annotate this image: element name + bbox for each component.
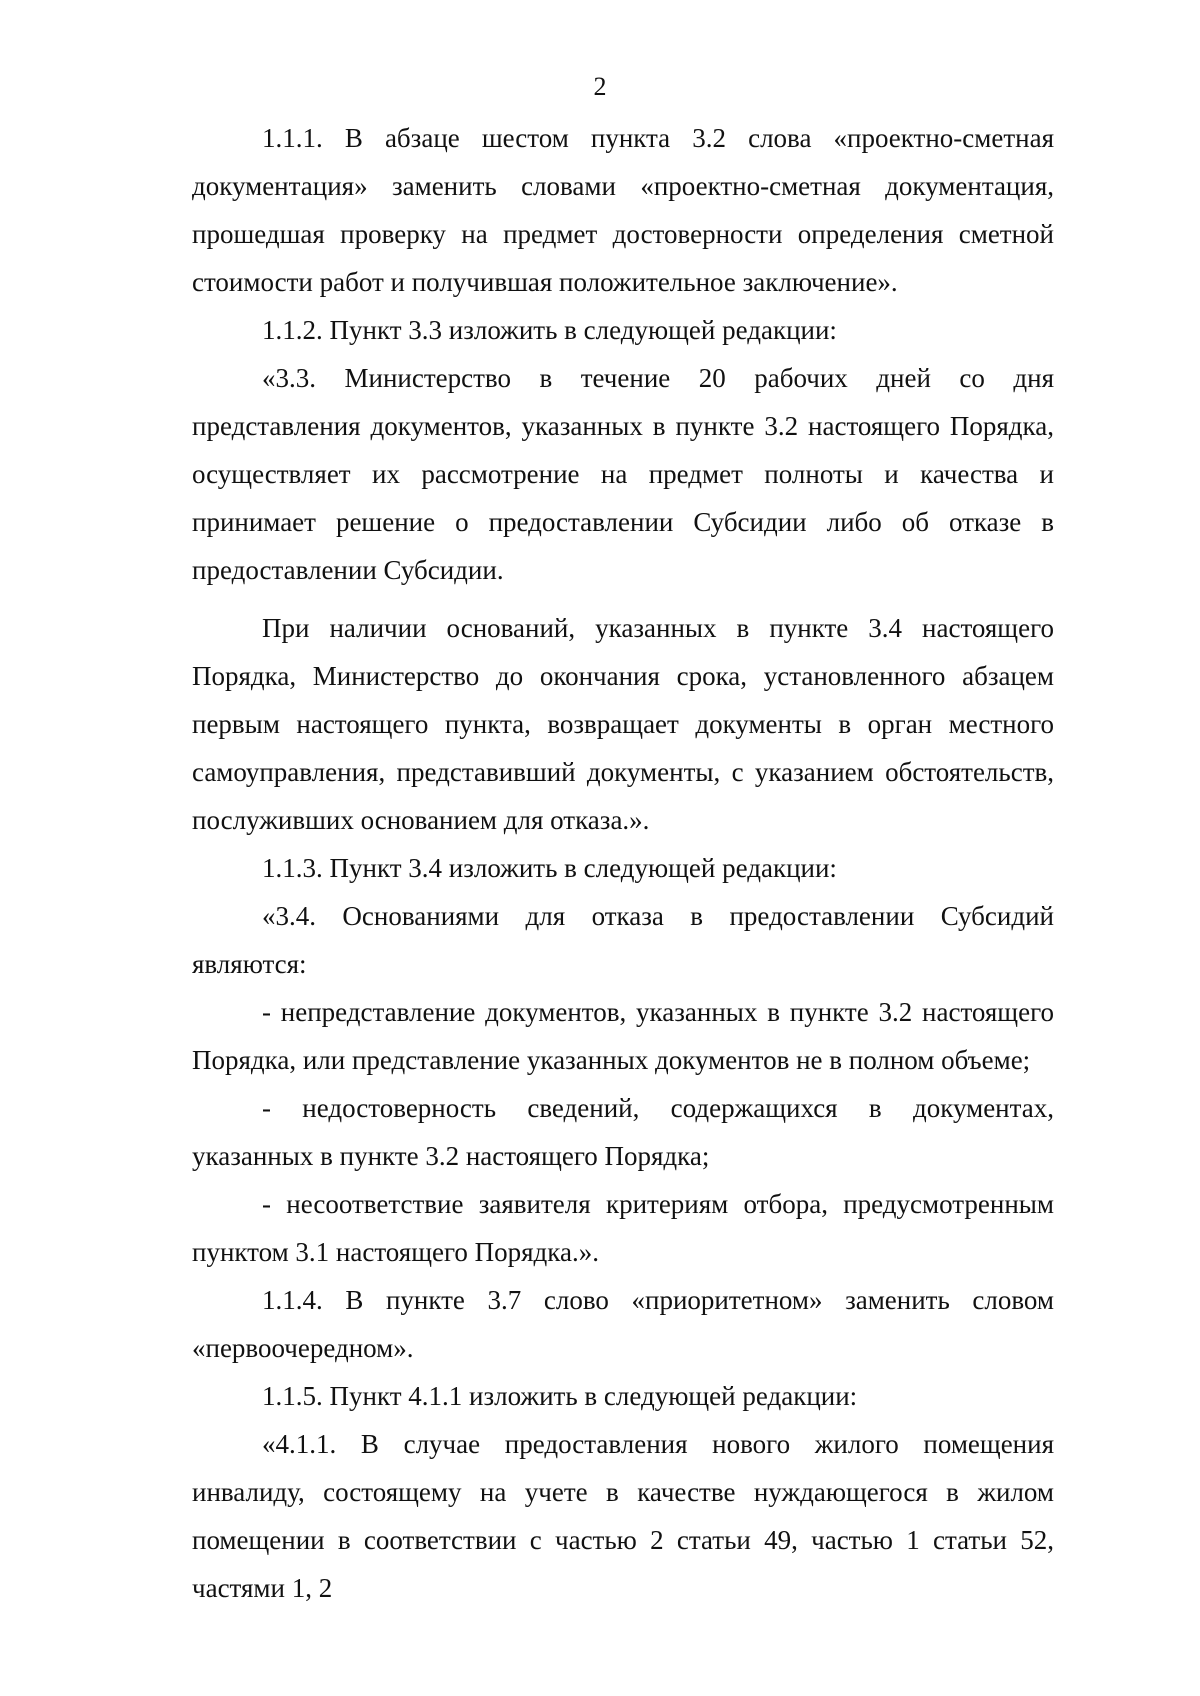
paragraph-3-4: «3.4. Основаниями для отказа в предоставлении Субсидий являются: [192, 901, 1054, 979]
paragraph-1-1-5: 1.1.5. Пункт 4.1.1 изложить в следующей редакции: [262, 1381, 858, 1411]
list-item-nonsubmission: - непредставление документов, указанных в пункте 3.2 настоящего Порядка, или представление указанных документов не в полном объеме; [192, 997, 1054, 1075]
document-body [192, 114, 1054, 1612]
paragraph-1-1-4: 1.1.4. В пункте 3.7 слово «приоритетном» заменить словом «первоочередном». [192, 1285, 1054, 1363]
paragraph-3-3-grounds: При наличии оснований, указанных в пункте 3.4 настоящего Порядка, Министерство до окончания срока, установленного абзацем первым настоящего пункта, возвращает документы в орган местного самоуправления, представивший документы, с указанием обстоятельств, послуживших основанием для отказа.». [192, 613, 1054, 835]
paragraph-4-1-1: «4.1.1. В случае предоставления нового жилого помещения инвалиду, состоящему на учете в качестве нуждающегося в жилом помещении в соответствии с частью 2 статьи 49, частью 1 статьи 52, частями 1, 2 [192, 1429, 1054, 1603]
page-number: 2 [593, 72, 607, 101]
paragraph-1-1-3: 1.1.3. Пункт 3.4 изложить в следующей редакции: [262, 853, 837, 883]
list-item-noncompliance: - несоответствие заявителя критериям отбора, предусмотренным пунктом 3.1 настоящего Порядка.». [192, 1189, 1054, 1267]
paragraph-3-3: «3.3. Министерство в течение 20 рабочих дней со дня представления документов, указанных в пункте 3.2 настоящего Порядка, осуществляет их рассмотрение на предмет полноты и качества и принимает решение о предоставлении Субсидии либо об отказе в предоставлении Субсидии. [192, 363, 1054, 585]
paragraph-1-1-2: 1.1.2. Пункт 3.3 изложить в следующей редакции: [262, 315, 837, 345]
list-item-unreliability: - недостоверность сведений, содержащихся в документах, указанных в пункте 3.2 настоящего Порядка; [192, 1093, 1054, 1171]
paragraph-1-1-1: 1.1.1. В абзаце шестом пункта 3.2 слова «проектно-сметная документация» заменить словами «проектно-сметная документация, прошедшая проверку на предмет достоверности определения сметной стоимости работ и получившая положительное заключение». [192, 123, 1054, 297]
